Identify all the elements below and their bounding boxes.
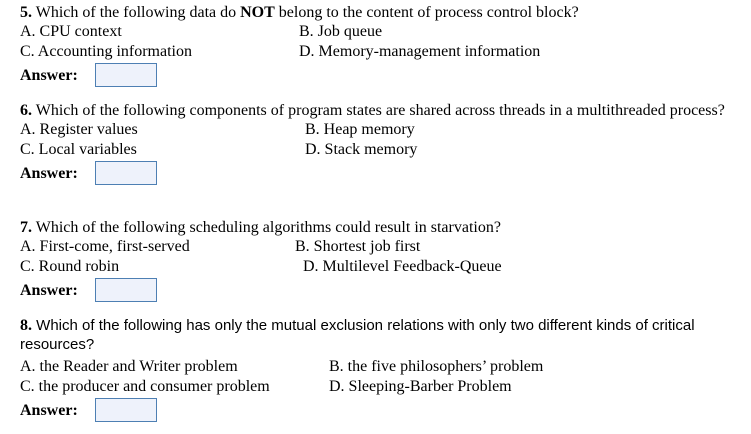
stem-text: Which of the following has only the mutual exclusion relations with only two different kinds of critical resources? <box>20 317 695 353</box>
answer-input-q6[interactable] <box>95 161 157 185</box>
question-stem <box>20 316 739 354</box>
answer-row <box>20 278 739 306</box>
stem-text-rest: belong to the content of process control block? <box>274 4 579 21</box>
options-row-2 <box>20 257 739 277</box>
options-row-1 <box>20 120 739 140</box>
option-c: C. Round robin <box>20 258 120 275</box>
answer-label: Answer: <box>20 282 78 299</box>
answer-row <box>20 63 739 91</box>
option-c: C. Local variables <box>20 141 137 158</box>
options-row-1 <box>20 237 739 257</box>
option-a: A. First-come, first-served <box>20 238 190 255</box>
option-a: A. Register values <box>20 121 138 138</box>
stem-text: Which of the following data do <box>35 4 241 21</box>
option-b: B. Job queue <box>299 23 383 40</box>
question-stem <box>20 218 739 237</box>
option-a: A. CPU context <box>20 23 122 40</box>
question-6 <box>20 101 739 189</box>
answer-input-q8[interactable] <box>95 398 157 422</box>
stem-text: Which of the following components of program states are shared across threads in a multithreaded process? <box>35 102 725 119</box>
question-number: 8. <box>20 317 32 334</box>
option-b: B. the five philosophers’ problem <box>329 358 544 375</box>
question-7 <box>20 218 739 306</box>
answer-input-q7[interactable] <box>95 278 157 302</box>
stem-emphasis: NOT <box>240 4 275 21</box>
option-b: B. Heap memory <box>305 121 415 138</box>
question-number: 6. <box>20 102 32 119</box>
question-stem <box>20 3 739 22</box>
stem-text: Which of the following scheduling algorithms could result in starvation? <box>35 219 501 236</box>
question-number: 5. <box>20 4 32 21</box>
answer-label: Answer: <box>20 165 78 182</box>
options-row-1 <box>20 22 739 42</box>
option-d: D. Stack memory <box>305 141 418 158</box>
option-c: C. the producer and consumer problem <box>20 378 270 395</box>
option-a: A. the Reader and Writer problem <box>20 358 238 375</box>
option-c: C. Accounting information <box>20 43 192 60</box>
option-d: D. Multilevel Feedback-Queue <box>303 258 502 275</box>
options-row-2 <box>20 42 739 62</box>
question-5 <box>20 3 739 91</box>
option-d: D. Memory-management information <box>299 43 541 60</box>
answer-row <box>20 398 739 426</box>
options-row-2 <box>20 377 739 397</box>
option-b: B. Shortest job first <box>295 238 421 255</box>
answer-label: Answer: <box>20 67 78 84</box>
options-row-2 <box>20 140 739 160</box>
question-number: 7. <box>20 219 32 236</box>
option-d: D. Sleeping-Barber Problem <box>329 378 512 395</box>
answer-input-q5[interactable] <box>95 63 157 87</box>
answer-label: Answer: <box>20 402 78 419</box>
answer-row <box>20 161 739 189</box>
options-row-1 <box>20 357 739 377</box>
question-8 <box>20 316 739 426</box>
question-stem <box>20 101 739 120</box>
